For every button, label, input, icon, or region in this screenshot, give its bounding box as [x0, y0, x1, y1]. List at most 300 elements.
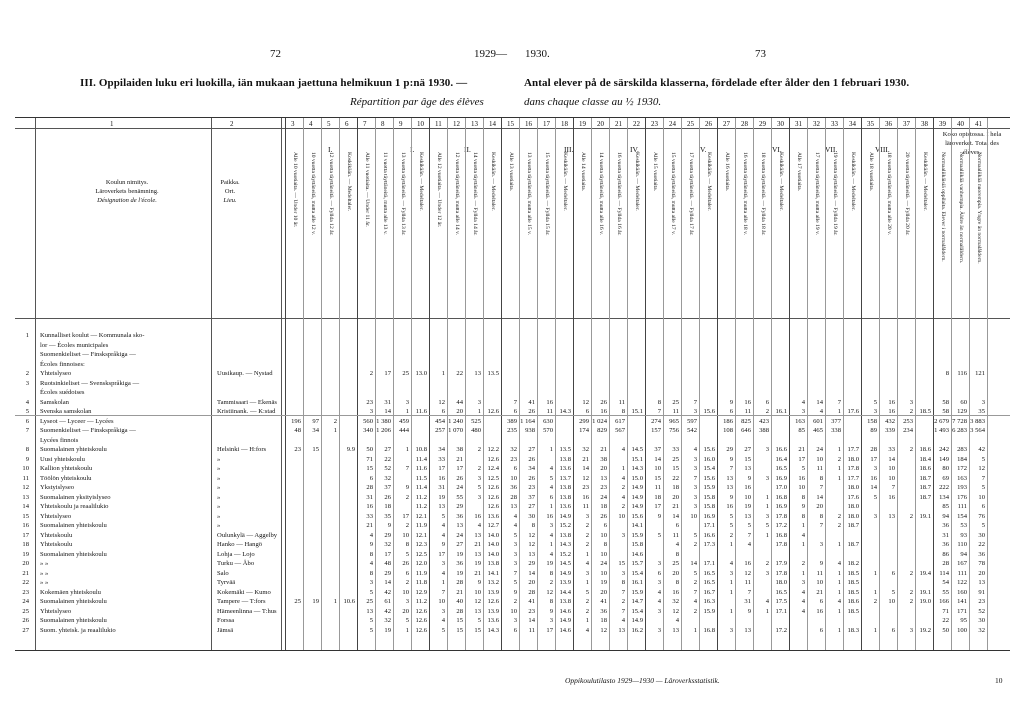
age-column-header-text: 16 vuotta täyttäneitä. — Fyllda 16 år.: [616, 152, 622, 236]
age-column-header-text: Normaaliikäisiä oppilaita. Elever i normalåldern.: [940, 152, 946, 262]
table-cell: 19: [474, 560, 481, 567]
table-cell: 10: [798, 484, 805, 491]
table-cell: 4: [369, 560, 373, 567]
table-cell: 58: [942, 408, 949, 415]
table-cell: 17: [798, 455, 805, 463]
table-cell: 18.0: [847, 512, 859, 520]
table-cell: 15: [456, 617, 463, 624]
table-cell: 41: [528, 398, 535, 406]
table-cell: 1: [837, 541, 841, 548]
table-cell: 18.5: [919, 408, 931, 415]
table-cell: 1: [801, 522, 805, 529]
table-cell: 15.9: [631, 531, 643, 539]
table-cell: 28: [942, 560, 949, 567]
table-cell: 18.0: [847, 455, 859, 463]
table-cell: 4: [801, 531, 805, 539]
table-cell: 423: [759, 417, 769, 425]
table-cell: 25: [672, 455, 679, 463]
table-cell: 48: [384, 560, 391, 567]
table-cell: 6: [369, 474, 373, 482]
table-cell: 2: [909, 512, 913, 520]
left-page-number: 72: [270, 48, 281, 60]
age-column-header: [791, 152, 805, 312]
table-cell: 2: [909, 446, 913, 453]
table-cell: 19.4: [919, 569, 931, 577]
column-number: 21: [615, 120, 622, 128]
table-cell: 8: [603, 541, 607, 548]
table-cell: 13: [510, 503, 517, 510]
table-cell: 14.0: [487, 541, 499, 548]
table-cell: 15.1: [631, 408, 643, 415]
age-column-header: [557, 152, 571, 312]
age-column-header-text: Keskikään. — Medeltaler.: [418, 152, 424, 211]
table-cell: 11: [582, 503, 589, 510]
age-column-header: [575, 152, 589, 312]
table-cell: 15: [654, 474, 661, 482]
table-cell: 2: [405, 579, 409, 586]
table-cell: 95: [960, 617, 967, 624]
table-cell: 5: [981, 455, 985, 463]
place-header-sv: Ort.: [224, 188, 236, 195]
table-cell: 1: [873, 626, 877, 634]
table-cell: 71: [366, 455, 373, 463]
school-name: Uusi yhteiskoulu: [40, 455, 85, 463]
column-number: 4: [309, 120, 313, 128]
table-cell: 15.4: [703, 465, 715, 472]
table-cell: 14: [816, 398, 823, 406]
school-name: Suomalainen yhteiskoulu: [40, 446, 107, 453]
table-cell: 17.5: [775, 598, 787, 605]
table-cell: 22: [384, 455, 391, 463]
table-cell: 3: [819, 541, 823, 548]
table-cell: 3: [477, 398, 481, 406]
table-cell: 4: [441, 531, 445, 539]
table-cell: 3: [369, 408, 373, 415]
table-cell: 4: [549, 531, 553, 539]
age-column-header-text: Alle 11 vuotiaita. — Under 11 år.: [364, 152, 370, 227]
school-place: Uusikaup. — Nystad: [217, 370, 273, 377]
age-column-header: [899, 152, 913, 312]
table-cell: 18.7: [919, 474, 931, 482]
table-row: [15, 369, 1010, 378]
table-cell: 234: [903, 427, 913, 434]
table-cell: 17.8: [847, 465, 859, 472]
school-place: Tyrvää: [217, 579, 236, 586]
table-cell: 158: [867, 417, 877, 425]
table-cell: 7: [657, 408, 661, 415]
table-cell: 4: [369, 531, 373, 539]
table-cell: 3: [765, 569, 769, 577]
table-row: [15, 483, 1010, 492]
school-name: lor — Écoles municipales: [40, 341, 109, 349]
table-cell: 18.6: [847, 598, 859, 605]
table-cell: 2: [585, 598, 589, 605]
table-cell: 5: [729, 512, 733, 520]
table-cell: 134: [939, 493, 949, 501]
column-number: 29: [759, 120, 766, 128]
table-cell: 12.0: [415, 560, 427, 567]
table-cell: 10: [618, 512, 625, 520]
row-number: 19: [22, 550, 29, 558]
school-name: Yhteiskoulu: [40, 531, 73, 539]
table-cell: 17.9: [775, 560, 787, 567]
table-cell: 16: [366, 503, 373, 510]
table-cell: 299: [579, 417, 589, 425]
table-cell: 32: [384, 541, 391, 548]
table-cell: 14.1: [631, 522, 643, 529]
table-row: [15, 512, 1010, 521]
school-header-fi: Koulun nimitys.: [105, 179, 149, 186]
table-cell: 601: [813, 417, 823, 425]
table-cell: 1: [837, 465, 841, 472]
table-cell: 1: [729, 541, 733, 548]
table-cell: 1: [837, 588, 841, 596]
age-column-header: [629, 152, 643, 312]
table-cell: 6: [675, 522, 679, 529]
table-cell: 26: [600, 398, 607, 406]
table-cell: 110: [957, 541, 967, 548]
table-cell: 12.6: [415, 617, 427, 624]
table-cell: 11.2: [415, 503, 427, 510]
table-cell: 34: [312, 427, 319, 434]
table-cell: 26: [528, 474, 535, 482]
table-cell: 15: [366, 465, 373, 472]
school-name: Lyseot — Lyceer — Lycées: [40, 417, 114, 425]
table-cell: 114: [939, 569, 949, 577]
table-cell: 13: [456, 522, 463, 529]
table-cell: 17.7: [847, 474, 859, 482]
table-cell: 25: [672, 560, 679, 567]
age-column-header: [683, 152, 697, 312]
table-cell: 11: [654, 484, 661, 491]
table-cell: 19.1: [919, 512, 931, 520]
table-cell: 4: [657, 598, 661, 605]
table-cell: 1: [585, 550, 589, 558]
table-cell: 15.0: [631, 474, 643, 482]
column-number: 3: [291, 120, 295, 128]
table-cell: 3: [765, 474, 769, 482]
age-column-header-text: Keskikään. — Medeltaler.: [706, 152, 712, 211]
table-cell: 16.8: [775, 531, 787, 539]
table-cell: 19: [456, 569, 463, 577]
table-cell: 80: [942, 465, 949, 472]
table-cell: 16.4: [775, 455, 787, 463]
table-cell: 6: [513, 626, 517, 634]
table-cell: 17.1: [703, 522, 715, 529]
table-cell: 38: [600, 455, 607, 463]
table-cell: 11: [816, 465, 823, 472]
table-cell: 1: [549, 541, 553, 548]
age-column-header: [359, 152, 373, 312]
table-cell: 11.6: [415, 408, 427, 415]
table-cell: 167: [957, 560, 967, 567]
age-column-header: [881, 152, 895, 312]
table-cell: 4: [729, 560, 733, 567]
table-cell: 5: [693, 531, 697, 539]
table-cell: 13.8: [559, 484, 571, 491]
age-column-header-text: 13 vuotta täyttäneitä, mutta alle 15 v.: [526, 152, 532, 235]
table-cell: 6: [585, 408, 589, 415]
table-cell: 7 728: [952, 417, 967, 425]
table-cell: 597: [687, 417, 697, 425]
subtitle-french-left: Répartition par âge des élèves: [350, 96, 484, 108]
table-cell: 31: [942, 531, 949, 539]
age-column-header-text: Alle 12 vuotiaita. — Under 12 år.: [436, 152, 442, 228]
table-cell: 8: [621, 408, 625, 415]
column-number: 17: [543, 120, 550, 128]
table-cell: 388: [759, 427, 769, 434]
table-cell: 7: [747, 588, 751, 596]
place-header-fi: Paikka.: [220, 179, 240, 186]
table-cell: 15.6: [703, 474, 715, 482]
table-cell: 9: [819, 560, 823, 567]
school-header-sv: Läroverkets benämning.: [95, 188, 159, 195]
table-cell: 27: [456, 541, 463, 548]
table-cell: 16: [888, 398, 895, 406]
table-cell: 2: [621, 503, 625, 510]
age-column-header-text: Keskikään. — Medeltaler.: [922, 152, 928, 211]
table-cell: 16: [888, 493, 895, 501]
table-cell: 13.8: [559, 455, 571, 463]
table-cell: 2: [837, 512, 841, 520]
table-cell: 11.9: [415, 569, 427, 577]
table-cell: 17: [546, 626, 553, 634]
column-number: 11: [435, 120, 442, 128]
table-cell: 21: [816, 588, 823, 596]
table-cell: 15: [474, 626, 481, 634]
table-cell: 8: [369, 550, 373, 558]
table-cell: 3: [513, 550, 517, 558]
age-column-header-text: Normaaliikää vanhempia. Äldre än normalåldern.: [958, 152, 964, 264]
column-number: 18: [561, 120, 568, 128]
school-place: »: [217, 522, 221, 529]
age-column-header-text: 15 vuotta täyttäneitä, mutta alle 17 v.: [670, 152, 676, 235]
table-cell: 18: [672, 484, 679, 491]
table-cell: 4: [693, 598, 697, 605]
table-cell: 10: [888, 465, 895, 472]
table-cell: 8: [369, 569, 373, 577]
school-place: »: [217, 484, 221, 491]
table-cell: 36: [600, 607, 607, 615]
table-cell: 20: [672, 569, 679, 577]
table-cell: 14: [888, 455, 895, 463]
column-number: 35: [867, 120, 874, 128]
table-cell: 4: [819, 408, 823, 415]
table-cell: 1: [585, 617, 589, 624]
table-cell: 23: [528, 484, 535, 491]
school-place: »: [217, 493, 221, 501]
table-cell: 9: [747, 474, 751, 482]
table-cell: 36: [456, 512, 463, 520]
table-cell: 756: [669, 427, 679, 434]
table-cell: 15: [312, 446, 319, 453]
age-column-header-text: Koskikään. — Medeltaler.: [346, 152, 352, 212]
table-cell: 3: [909, 626, 913, 634]
table-cell: 14.9: [631, 493, 643, 501]
left-year: 1929—: [474, 48, 507, 60]
table-cell: 32: [582, 446, 589, 453]
table-cell: 5: [891, 588, 895, 596]
school-name: Samskolan: [40, 398, 69, 406]
column-number: 19: [579, 120, 586, 128]
table-cell: 18: [600, 503, 607, 510]
table-cell: 2: [477, 446, 481, 453]
table-cell: 26: [402, 560, 409, 567]
table-cell: 53: [960, 522, 967, 529]
table-cell: 24: [816, 446, 823, 453]
table-cell: 13: [672, 626, 679, 634]
age-column-header-text: 14 vuotta täyttäneitä, mutta alle 16 v.: [598, 152, 604, 235]
table-cell: 48: [294, 427, 301, 434]
table-cell: 338: [831, 427, 841, 434]
table-cell: 10: [600, 550, 607, 558]
table-cell: 16: [438, 474, 445, 482]
table-cell: 12: [438, 398, 445, 406]
table-cell: 14.5: [559, 560, 571, 567]
class-group-1a: I.: [328, 145, 333, 154]
table-cell: 1: [441, 370, 445, 377]
table-cell: 17.2: [775, 522, 787, 529]
table-cell: 432: [885, 417, 895, 425]
table-cell: 1: [333, 598, 337, 605]
age-column-header-text: Keskikään. — Medeltaler.: [490, 152, 496, 211]
table-cell: 2: [801, 560, 805, 567]
table-cell: 10: [978, 493, 985, 501]
table-cell: 31: [744, 598, 751, 605]
table-row: [15, 426, 1010, 435]
table-cell: 459: [399, 417, 409, 425]
table-cell: 157: [651, 427, 661, 434]
table-cell: 12.2: [487, 446, 499, 453]
table-cell: 36: [510, 484, 517, 491]
table-cell: 542: [687, 427, 697, 434]
table-cell: 5: [873, 493, 877, 501]
table-cell: 8: [657, 398, 661, 406]
table-cell: 825: [741, 417, 751, 425]
age-column-header-text: Keskikään. — Medeltaler.: [850, 152, 856, 211]
age-column-header-text: 20 vuotta täyttäneitä. — Fyllda 20 år.: [904, 152, 910, 236]
column-number: 25: [687, 120, 694, 128]
table-cell: 6: [513, 408, 517, 415]
table-cell: 19: [438, 493, 445, 501]
age-column-header: [323, 152, 337, 312]
table-cell: 1: [621, 465, 625, 472]
table-cell: 13: [744, 512, 751, 520]
table-cell: 174: [579, 427, 589, 434]
table-cell: 1: [837, 408, 841, 415]
school-name: Kokemäen yhteiskoulu: [40, 588, 101, 596]
table-cell: 4: [801, 588, 805, 596]
table-cell: 13: [474, 531, 481, 539]
age-column-header: [611, 152, 625, 312]
table-cell: 14: [384, 579, 391, 586]
age-column-header: [593, 152, 607, 312]
age-column-header-text: 11 vuotta täyttäneitä, mutta alle 13 v.: [382, 152, 388, 235]
school-place: Helsinki — H:fors: [217, 446, 267, 453]
column-number: 23: [651, 120, 658, 128]
total-group-label: Koko opistossa. I hela läroverket. Total des élèves.: [942, 131, 1002, 156]
class-group-4: IV.: [630, 145, 639, 154]
table-cell: 15.8: [631, 541, 643, 548]
table-cell: 19: [456, 550, 463, 558]
table-cell: 10: [744, 493, 751, 501]
table-cell: 274: [651, 417, 661, 425]
row-number: 12: [22, 484, 29, 491]
table-row: [15, 398, 1010, 407]
table-cell: 6: [405, 569, 409, 577]
table-cell: 8: [675, 550, 679, 558]
table-cell: 18.2: [847, 560, 859, 567]
table-cell: 11: [672, 531, 679, 539]
table-cell: 10: [402, 588, 409, 596]
table-cell: 12.6: [487, 455, 499, 463]
row-number: 3: [25, 379, 29, 387]
table-cell: 52: [384, 465, 391, 472]
table-cell: 17: [384, 550, 391, 558]
table-cell: 12.9: [415, 588, 427, 596]
table-cell: 16.7: [703, 588, 715, 596]
school-place: Tammisaari — Ekenäs: [217, 398, 277, 406]
table-cell: 16: [744, 398, 751, 406]
table-cell: 5: [477, 617, 481, 624]
table-cell: 13: [438, 503, 445, 510]
table-cell: 60: [960, 398, 967, 406]
table-cell: 29: [528, 560, 535, 567]
table-cell: 9: [747, 607, 751, 615]
table-cell: 12: [528, 531, 535, 539]
age-column-header-text: 10 vuotta täyttäneitä, mutta alle 12 v.: [310, 152, 316, 235]
column-number: 15: [507, 120, 514, 128]
table-row: [15, 417, 1010, 426]
table-cell: 1: [729, 588, 733, 596]
row-number: 10: [22, 465, 29, 472]
table-cell: 29: [384, 531, 391, 539]
table-cell: 4: [801, 398, 805, 406]
table-cell: 6: [981, 503, 985, 510]
table-cell: 8: [945, 370, 949, 377]
table-cell: 10.6: [343, 598, 355, 605]
table-cell: 6: [513, 465, 517, 472]
school-name: Suomalainen yhteiskoulu: [40, 550, 107, 558]
table-row: [15, 350, 1010, 359]
age-column-header: [755, 152, 769, 312]
table-cell: 3: [621, 531, 625, 539]
school-place: »: [217, 474, 221, 482]
column-number: 38: [921, 120, 928, 128]
table-cell: 1: [765, 503, 769, 510]
table-cell: 24: [456, 484, 463, 491]
age-column-header-text: 15 vuotta täyttäneitä. — Fyllda 15 år.: [544, 152, 550, 236]
table-cell: 21: [600, 446, 607, 453]
table-cell: 24: [600, 560, 607, 567]
table-cell: 5: [747, 522, 751, 529]
table-cell: 13.9: [559, 579, 571, 586]
table-cell: 23: [366, 398, 373, 406]
table-cell: 31: [384, 398, 391, 406]
school-place: Kristiinank. — K:stad: [217, 408, 276, 415]
place-header: [215, 178, 245, 205]
age-column-header: [647, 152, 661, 312]
section-rule: [15, 415, 1010, 416]
table-cell: 3: [441, 560, 445, 567]
table-cell: 2: [693, 579, 697, 586]
table-cell: 3: [909, 398, 913, 406]
table-cell: 21: [366, 522, 373, 529]
table-cell: 11.9: [415, 522, 427, 529]
table-cell: 32: [384, 617, 391, 624]
table-cell: 2: [837, 455, 841, 463]
table-cell: 4: [693, 446, 697, 453]
